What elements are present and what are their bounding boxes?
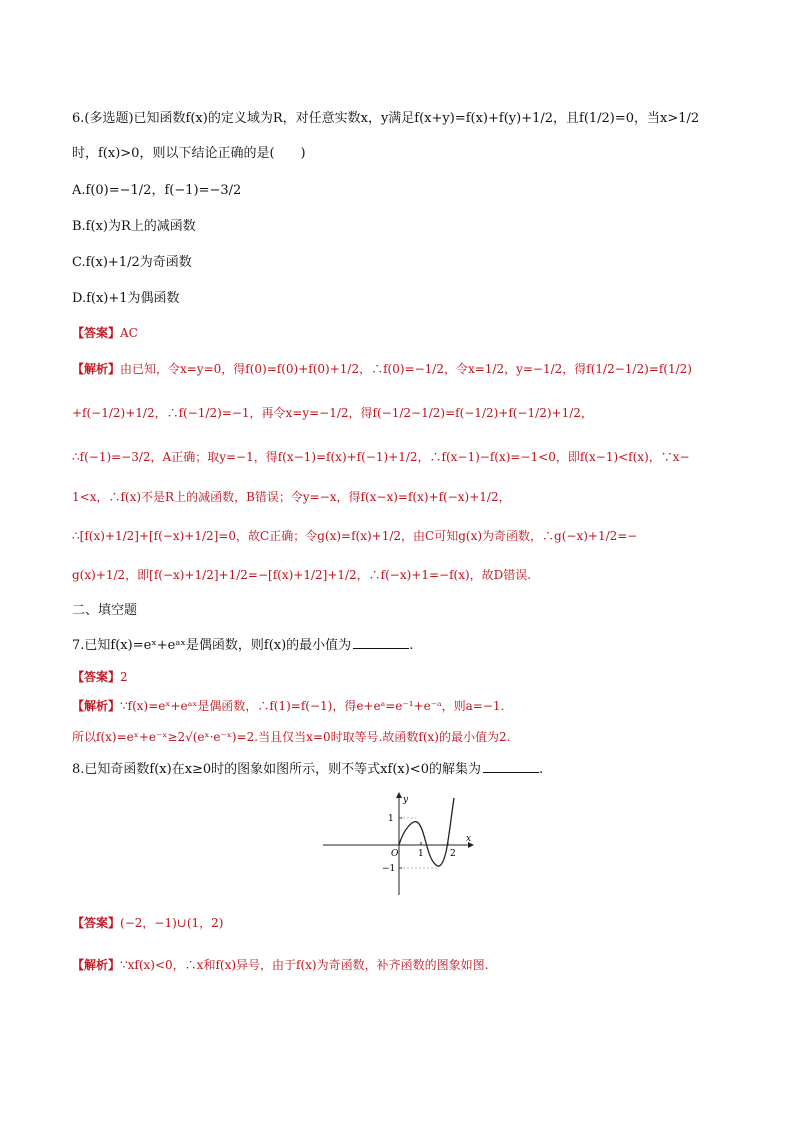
q8-analysis-line [72,956,488,974]
y-axis-label: y [403,795,409,805]
q6-stem-line2: 时，f(x)>0，则以下结论正确的是( ) [72,146,306,161]
tick-x1-label: 1 [418,849,424,859]
q6-stem-line1: 6.(多选题)已知函数f(x)的定义域为R，对任意实数x，y满足f(x+y)=f(x)+f(y)+1/2，且f(1/2)=0，当x>1/2 [72,111,700,126]
function-graph [318,790,478,900]
q6-analysis-line: +f(−1/2)+1/2，∴f(−1/2)=−1，再令x=y=−1/2，得f(−1/2−1/2)=f(−1/2)+f(−1/2)+1/2， [72,406,593,420]
tick-y-pos-label: 1 [388,814,394,824]
x-axis-label: x [466,834,472,844]
q8-stem-end: . [538,762,544,777]
answer-blank [353,636,409,649]
q7-stem [72,636,413,655]
q6-analysis-line: ∴[f(x)+1/2]+[f(−x)+1/2]=0，故C正确；令g(x)=f(x)+1/2，由C可知g(x)为奇函数，∴g(−x)+1/2=− [72,529,638,543]
analysis-text: ∵xf(x)<0，∴x和f(x)异号，由于f(x)为奇函数，补齐函数的图象如图. [120,958,489,972]
analysis-text: 由已知，令x=y=0，得f(0)=f(0)+f(0)+1/2，∴f(0)=−1/2，令x=1/2，y=−1/2，得f(1/2−1/2)=f(1/2) [120,362,692,376]
answer-value: (−2，−1)∪(1，2) [120,916,224,930]
q6-analysis-line: g(x)+1/2，即[f(−x)+1/2]+1/2=−[f(x)+1/2]+1/2，∴f(−x)+1=−f(x)，故D错误. [72,568,532,582]
q6-analysis-line [72,360,692,378]
analysis-text: ∵f(x)=eˣ+eᵃˣ是偶函数，∴f(1)=f(−1)，得e+eᵃ=e⁻¹+e⁻ᵃ，则a=−1. [120,699,505,713]
function-curve [399,798,454,866]
answer-value: 2 [120,670,128,684]
answer-value: AC [120,326,138,340]
q7-analysis-line [72,697,504,715]
q6-option-a: A.f(0)=−1/2，f(−1)=−3/2 [72,183,242,198]
q8-stem [72,760,543,779]
q6-analysis-line: ∴f(−1)=−3/2，A正确；取y=−1，得f(x−1)=f(x)+f(−1)+1/2，∴f(x−1)−f(x)=−1<0，即f(x−1)<f(x)，∵x− [72,450,690,464]
q7-answer [72,668,128,686]
analysis-tag: 【解析】 [72,699,121,713]
tick-y-neg-label: −1 [382,864,396,874]
answer-tag: 【答案】 [72,326,121,340]
q6-option-c: C.f(x)+1/2为奇函数 [72,255,192,270]
q7-stem-text: 7.已知f(x)=eˣ+eᵃˣ是偶函数，则f(x)的最小值为 [72,638,352,653]
answer-tag: 【答案】 [72,916,121,930]
q6-option-b: B.f(x)为R上的减函数 [72,219,196,234]
answer-tag: 【答案】 [72,670,121,684]
q6-option-d: D.f(x)+1为偶函数 [72,291,180,306]
section-title: 二、填空题 [72,603,138,618]
q7-analysis-line: 所以f(x)=eˣ+e⁻ˣ≥2√(eˣ·e⁻ˣ)=2.当且仅当x=0时取等号.故函数f(x)的最小值为2. [72,730,511,744]
q6-analysis-line: 1<x，∴f(x)不是R上的减函数，B错误；令y=−x，得f(x−x)=f(x)+f(−x)+1/2， [72,490,511,504]
answer-blank [483,760,539,773]
analysis-tag: 【解析】 [72,362,121,376]
y-axis-arrow [396,792,402,798]
q7-stem-end: . [409,638,414,653]
tick-x2-label: 2 [450,849,456,859]
origin-label: O [391,849,399,859]
q6-answer [72,324,138,342]
q8-stem-text: 8.已知奇函数f(x)在x≥0时的图象如图所示，则不等式xf(x)<0的解集为 [72,762,481,777]
analysis-tag: 【解析】 [72,958,121,972]
q8-answer [72,914,223,932]
